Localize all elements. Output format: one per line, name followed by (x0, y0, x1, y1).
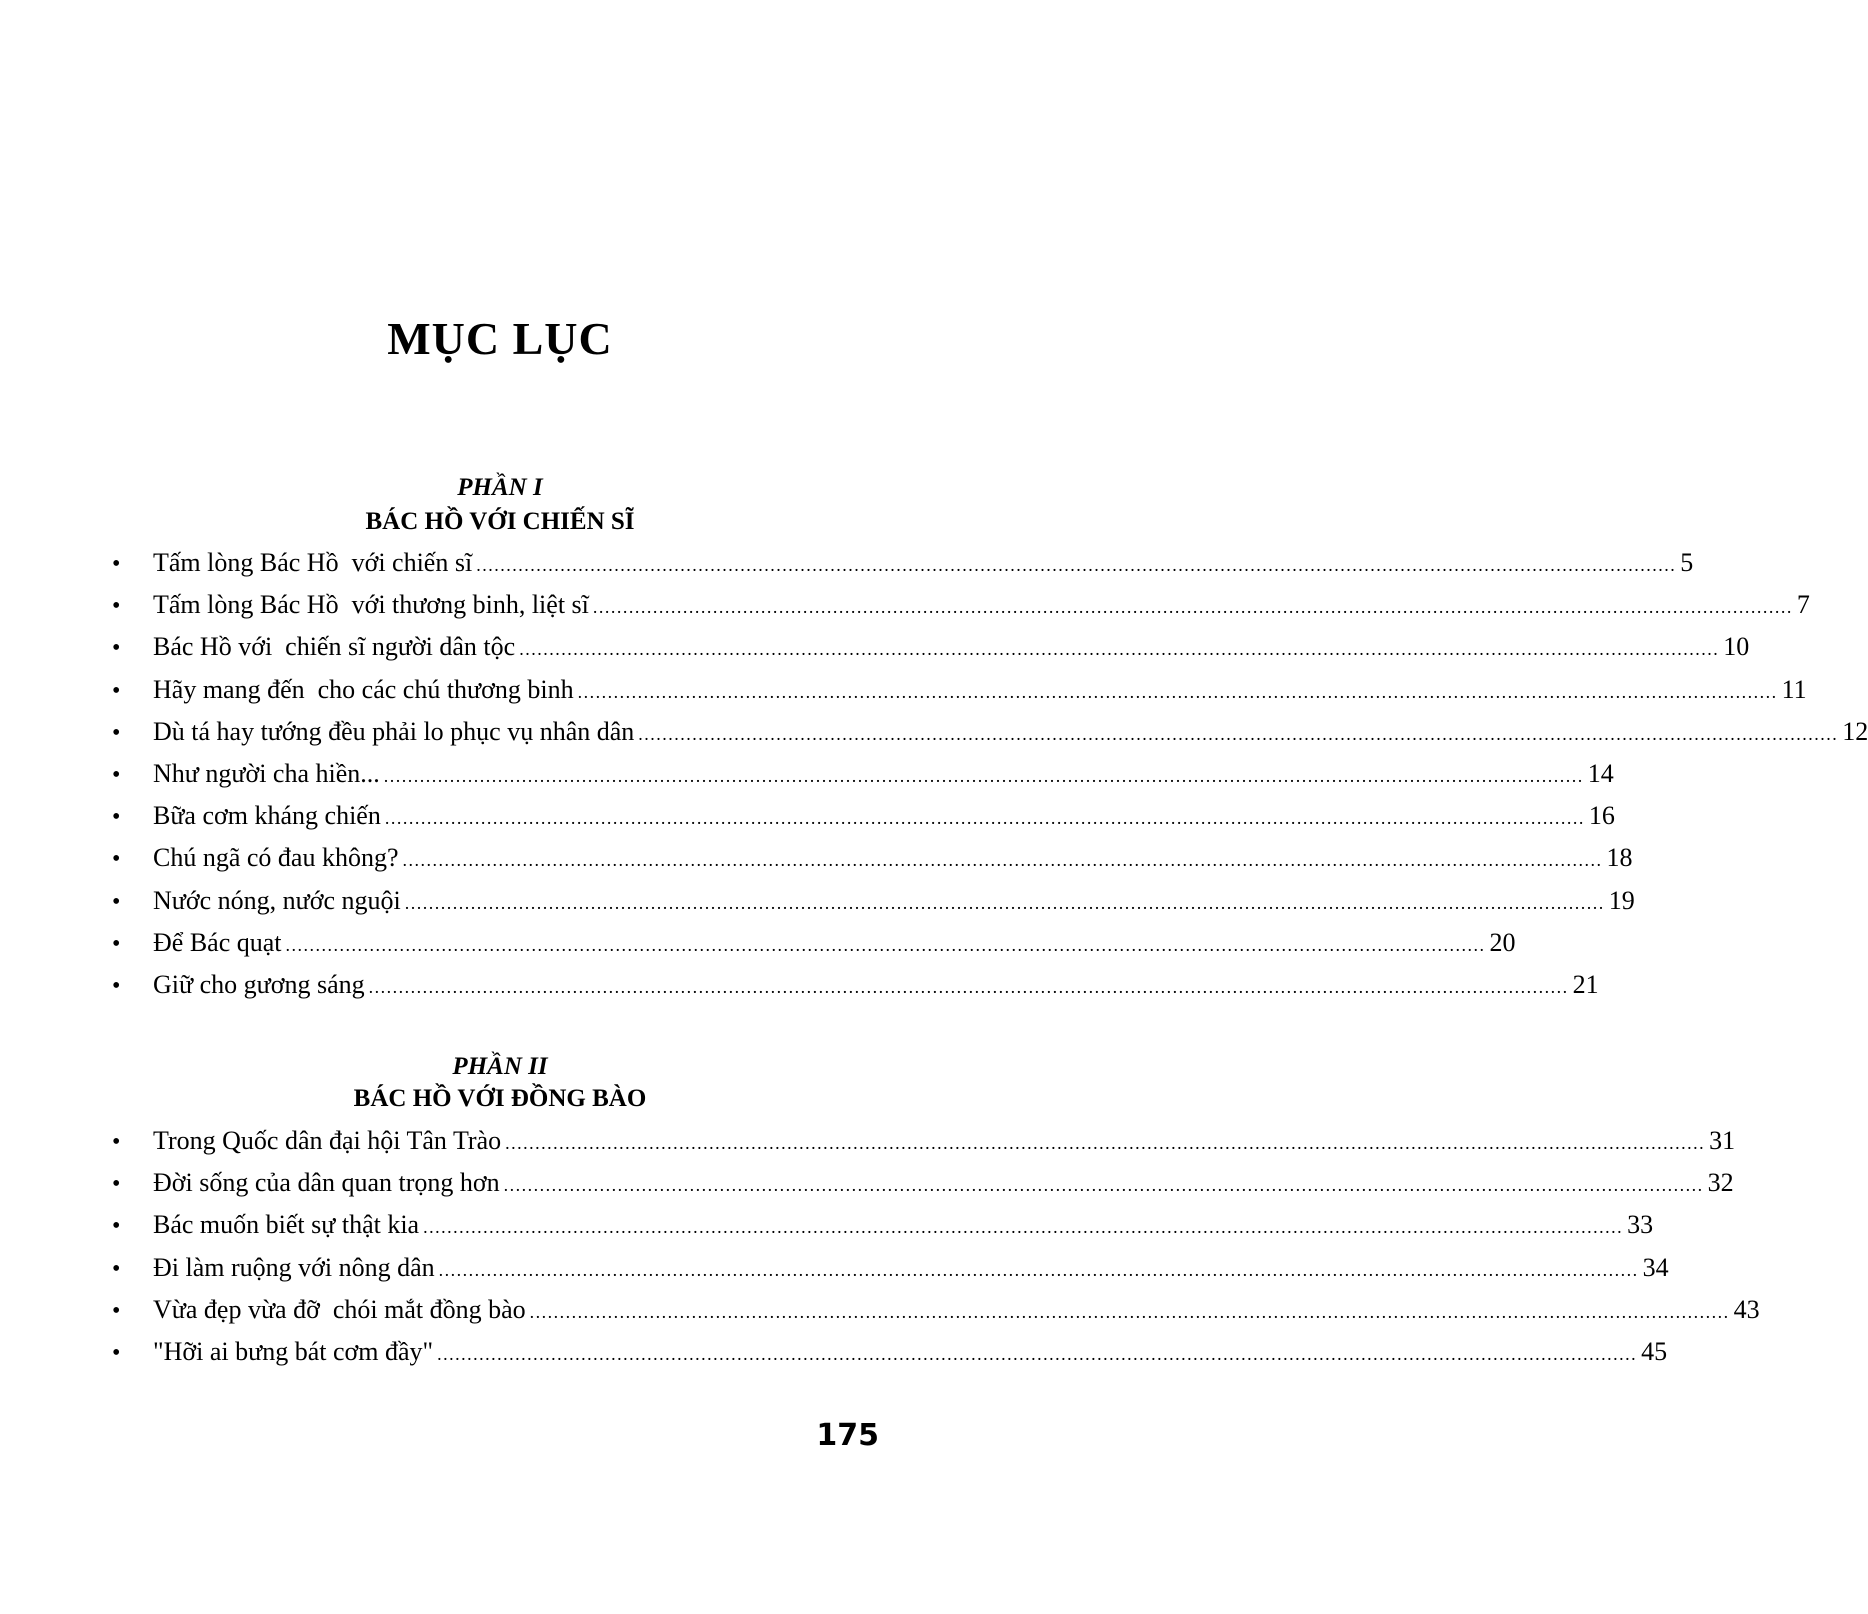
toc-entry (112, 716, 1868, 759)
dot-leader: ........................................................................................................................................................................................................ (402, 850, 1603, 871)
page-number: 175 (816, 1418, 879, 1453)
toc-entry (112, 969, 1599, 1012)
toc-list-part-2 (112, 1126, 1760, 1379)
toc-entry (112, 1336, 1668, 1379)
toc-entry-title: Tấm lòng Bác Hồ với thương binh, liệt sĩ (153, 590, 589, 620)
toc-entry-page: 10 (1723, 632, 1750, 662)
toc-entry-page: 34 (1642, 1252, 1669, 1282)
toc-entry-page: 18 (1606, 843, 1633, 873)
toc-entry-title: Hãy mang đến cho các chú thương binh (153, 674, 574, 704)
dot-leader: ........................................................................................................................................................................................................ (503, 1175, 1704, 1196)
dot-leader: ........................................................................................................................................................................................................ (438, 1259, 1639, 1280)
dot-leader: ........................................................................................................................................................................................................ (404, 892, 1605, 913)
toc-entry-page: 32 (1707, 1168, 1734, 1198)
page-title: MỤC LỤC (387, 313, 613, 364)
toc-entry (112, 801, 1615, 843)
bullet-icon: • (112, 677, 121, 704)
bullet-icon: • (112, 1213, 121, 1240)
toc-entry (112, 843, 1633, 885)
toc-entry (112, 758, 1614, 801)
bullet-icon: • (112, 1297, 121, 1324)
toc-entry-page: 45 (1641, 1336, 1668, 1366)
dot-leader: ........................................................................................................................................................................................................ (437, 1343, 1638, 1364)
dot-leader: ........................................................................................................................................................................................................ (519, 639, 1720, 660)
part-2-label: PHẦN II (452, 1053, 548, 1080)
toc-entry-title: Bác muốn biết sự thật kia (153, 1210, 420, 1240)
toc-entry-page: 14 (1587, 758, 1614, 788)
dot-leader: ........................................................................................................................................................................................................ (638, 723, 1839, 744)
toc-entry-title: Vừa đẹp vừa đỡ chói mắt đồng bào (153, 1294, 526, 1324)
toc-entry-title: Tấm lòng Bác Hồ với chiến sĩ (153, 548, 473, 577)
toc-entry-page: 33 (1627, 1210, 1654, 1240)
bullet-icon: • (112, 1171, 121, 1198)
toc-entry-title: Dù tá hay tướng đều phải lo phục vụ nhân dân (153, 716, 635, 746)
dot-leader: ........................................................................................................................................................................................................ (592, 597, 1793, 618)
toc-entry-title: Để Bác quạt (153, 927, 282, 957)
dot-leader: ........................................................................................................................................................................................................ (368, 976, 1569, 997)
toc-entry-title: Giữ cho gương sáng (153, 969, 365, 999)
bullet-icon: • (112, 930, 121, 957)
dot-leader: ........................................................................................................................................................................................................ (529, 1301, 1730, 1322)
bullet-icon: • (112, 593, 121, 620)
toc-entry-title: "Hỡi ai bưng bát cơm đầy" (153, 1336, 434, 1366)
toc-entry-title: Như người cha hiền... (153, 758, 380, 788)
toc-entry (112, 590, 1810, 632)
toc-entry-title: Đời sống của dân quan trọng hơn (153, 1168, 500, 1198)
toc-entry (112, 1210, 1654, 1252)
bullet-icon: • (112, 635, 121, 662)
bullet-icon: • (112, 804, 121, 831)
toc-entry-page: 19 (1608, 885, 1635, 915)
bullet-icon: • (112, 719, 121, 746)
toc-list-part-1 (112, 548, 1868, 1012)
bullet-icon: • (112, 761, 121, 788)
bullet-icon: • (112, 1255, 121, 1282)
bullet-icon: • (112, 551, 121, 577)
part-1-label: PHẦN I (457, 474, 543, 501)
toc-entry-title: Nước nóng, nước nguội (153, 885, 401, 915)
toc-entry (112, 927, 1516, 970)
dot-leader: ........................................................................................................................................................................................................ (285, 934, 1486, 955)
toc-entry-page: 12 (1842, 716, 1868, 746)
toc-entry-title: Chú ngã có đau không? (153, 843, 399, 873)
toc-entry (112, 548, 1694, 590)
toc-entry (112, 1126, 1736, 1168)
part-2-heading: BÁC HỒ VỚI ĐỒNG BÀO (353, 1085, 647, 1112)
toc-entry-page: 11 (1781, 674, 1807, 704)
bullet-icon: • (112, 1339, 121, 1366)
dot-leader: ........................................................................................................................................................................................................ (505, 1133, 1706, 1153)
toc-entry (112, 1294, 1760, 1337)
dot-leader: ........................................................................................................................................................................................................ (383, 765, 1584, 786)
toc-entry-page: 20 (1489, 927, 1516, 957)
bullet-icon: • (112, 888, 121, 915)
toc-entry-page: 31 (1709, 1126, 1736, 1155)
bullet-icon: • (112, 846, 121, 873)
toc-entry-page: 16 (1588, 801, 1615, 831)
toc-entry-page: 7 (1796, 590, 1810, 620)
toc-entry (112, 674, 1807, 717)
toc-entry-page: 5 (1680, 548, 1694, 577)
toc-entry-title: Bữa cơm kháng chiến (153, 801, 381, 831)
toc-entry (112, 1252, 1669, 1295)
toc-entry (112, 1168, 1734, 1210)
dot-leader: ........................................................................................................................................................................................................ (476, 555, 1677, 575)
dot-leader: ........................................................................................................................................................................................................ (384, 808, 1585, 829)
toc-entry-page: 21 (1572, 969, 1599, 999)
toc-entry (112, 885, 1635, 928)
part-1-heading: BÁC HỒ VỚI CHIẾN SĨ (365, 508, 635, 535)
toc-entry-page: 43 (1733, 1294, 1760, 1324)
toc-entry (112, 632, 1750, 674)
bullet-icon: • (112, 1129, 121, 1155)
toc-entry-title: Trong Quốc dân đại hội Tân Trào (153, 1126, 502, 1155)
toc-entry-title: Bác Hồ với chiến sĩ người dân tộc (153, 632, 516, 662)
dot-leader: ........................................................................................................................................................................................................ (577, 681, 1778, 702)
dot-leader: ........................................................................................................................................................................................................ (423, 1217, 1624, 1238)
bullet-icon: • (112, 972, 121, 999)
toc-entry-title: Đi làm ruộng với nông dân (153, 1252, 435, 1282)
